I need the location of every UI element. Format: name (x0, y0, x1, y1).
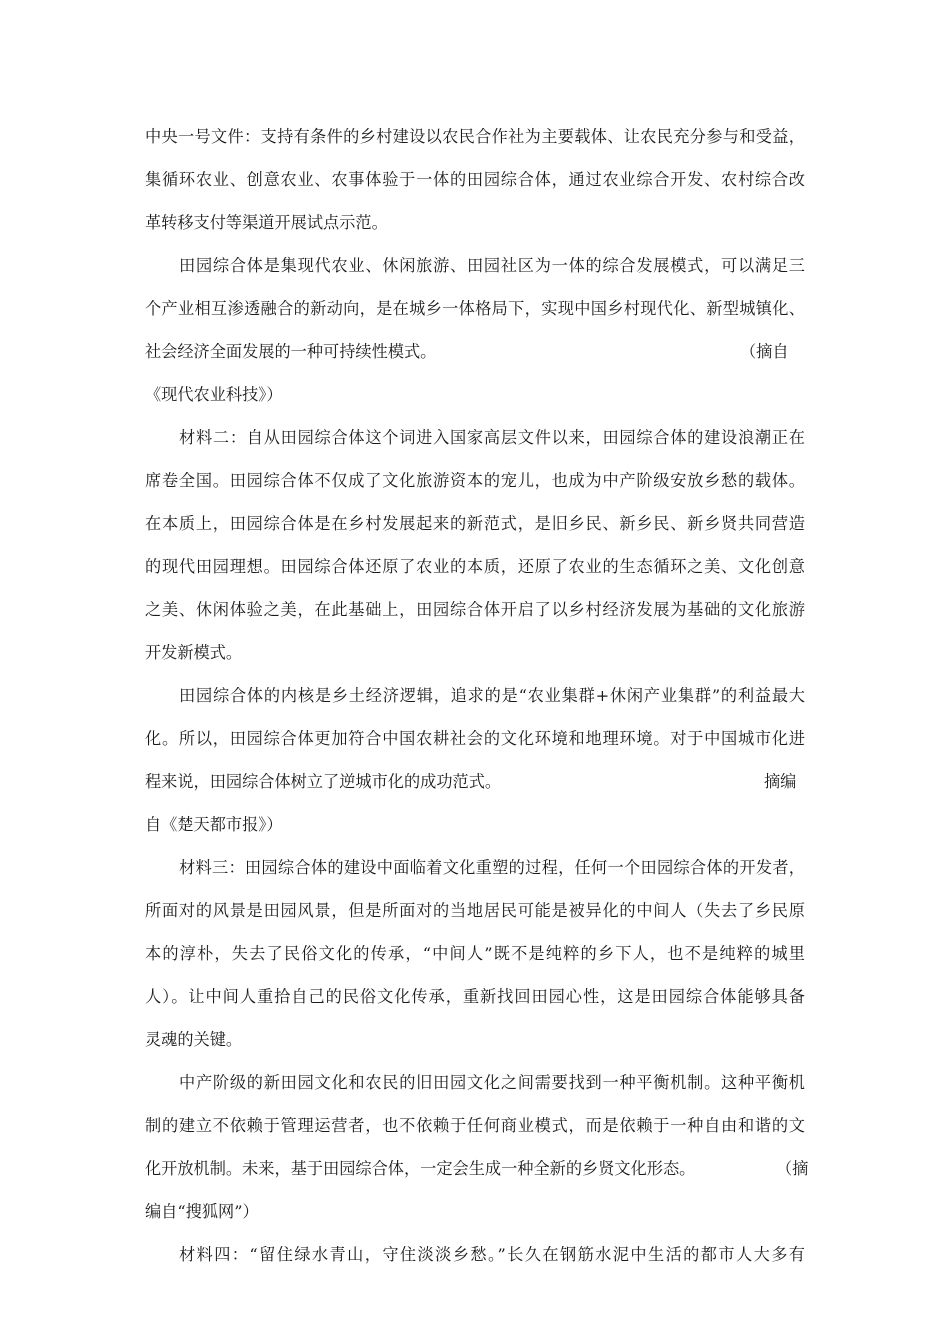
text-line: 化。所以，田园综合体更加符合中国农耕社会的文化环境和地理环境。对于中国城市化进 (145, 729, 805, 748)
text-line: 制的建立不依赖于管理运营者，也不依赖于任何商业模式，而是依赖于一种自由和谐的文 (145, 1116, 805, 1135)
text-line: 之美、休闲体验之美，在此基础上，田园综合体开启了以乡村经济发展为基础的文化旅游 (145, 600, 805, 619)
source-citation: （摘自 (740, 342, 789, 361)
source-citation: 摘编 (764, 772, 797, 791)
text-line: 开发新模式。 (145, 643, 243, 662)
text-line: 革转移支付等渠道开展试点示范。 (145, 213, 388, 232)
source-citation: 《现代农业科技》） (145, 385, 283, 404)
text-line: 集循环农业、创意农业、农事体验于一体的田园综合体，通过农业综合开发、农村综合改 (145, 170, 805, 189)
text-line: 所面对的风景是田园风景，但是所面对的当地居民可能是被异化的中间人（失去了乡民原 (145, 901, 805, 920)
text-line: 材料三：田园综合体的建设中面临着文化重塑的过程，任何一个田园综合体的开发者， (179, 858, 805, 877)
text-line: 社会经济全面发展的一种可持续性模式。 (145, 342, 437, 361)
text-line: 灵魂的关键。 (145, 1030, 243, 1049)
text-line: 的现代田园理想。田园综合体还原了农业的本质，还原了农业的生态循环之美、文化创意 (145, 557, 805, 576)
text-line: 田园综合体是集现代农业、休闲旅游、田园社区为一体的综合发展模式，可以满足三 (179, 256, 805, 275)
text-line: 程来说，田园综合体树立了逆城市化的成功范式。 (145, 772, 502, 791)
source-citation: 自《楚天都市报》） (145, 815, 283, 834)
text-line: 中产阶级的新田园文化和农民的旧田园文化之间需要找到一种平衡机制。这种平衡机 (179, 1073, 805, 1092)
text-line: 化开放机制。未来，基于田园综合体，一定会生成一种全新的乡贤文化形态。 (145, 1159, 696, 1178)
text-line: 田园综合体的内核是乡土经济逻辑，追求的是“农业集群+休闲产业集群”的利益最大 (179, 686, 805, 705)
text-line: 在本质上，田园综合体是在乡村发展起来的新范式，是旧乡民、新乡民、新乡贤共同营造 (145, 514, 805, 533)
source-citation: （摘 (776, 1159, 809, 1178)
text-line: 席卷全国。田园综合体不仅成了文化旅游资本的宠儿，也成为中产阶级安放乡愁的载体。 (145, 471, 805, 490)
text-line: 人）。让中间人重拾自己的民俗文化传承，重新找回田园心性，这是田园综合体能够具备 (145, 987, 805, 1006)
text-line: 中央一号文件：支持有条件的乡村建设以农民合作社为主要载体、让农民充分参与和受益， (145, 127, 805, 146)
text-line: 材料二：自从田园综合体这个词进入国家高层文件以来，田园综合体的建设浪潮正在 (179, 428, 805, 447)
text-line: 个产业相互渗透融合的新动向，是在城乡一体格局下，实现中国乡村现代化、新型城镇化、 (145, 299, 805, 318)
text-line: 本的淳朴，失去了民俗文化的传承，“中间人”既不是纯粹的乡下人，也不是纯粹的城里 (145, 944, 805, 963)
text-line: 材料四：“留住绿水青山，守住淡淡乡愁。”长久在钢筋水泥中生活的都市人大多有 (179, 1245, 805, 1264)
source-citation: 编自“搜狐网”） (145, 1202, 259, 1221)
